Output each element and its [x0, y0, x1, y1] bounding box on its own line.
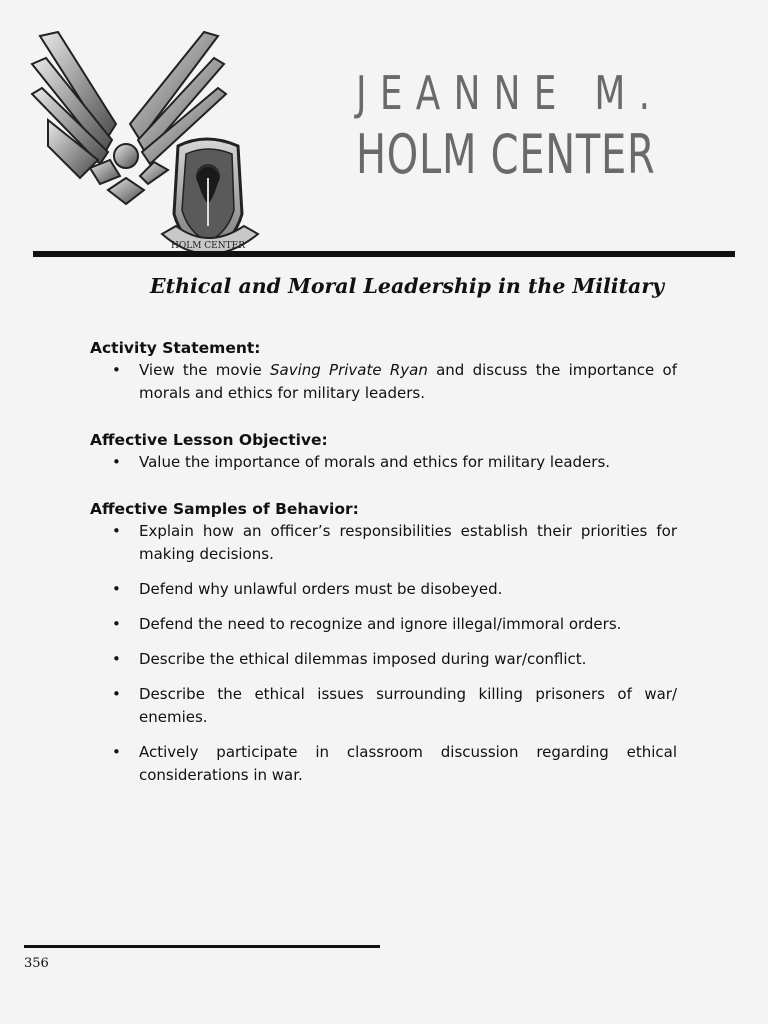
bullet-icon: • [112, 580, 121, 598]
samples-section [90, 498, 677, 787]
sample-item [90, 520, 677, 566]
objective-item [90, 451, 677, 474]
document-title: Ethical and Moral Leadership in the Military [150, 274, 665, 298]
bullet-icon: • [112, 685, 121, 703]
activity-item [90, 359, 677, 405]
sample-item [90, 648, 677, 671]
bullet-icon: • [112, 361, 121, 379]
sample-text: Actively participate in classroom discussion regarding ethical considerations in war. [139, 743, 677, 784]
activity-heading: Activity Statement: [90, 339, 261, 357]
objective-heading: Affective Lesson Objective: [90, 431, 328, 449]
footer-rule [24, 945, 380, 948]
sample-text: Explain how an officer’s responsibilities establish their priorities for making decisions. [139, 522, 677, 563]
objective-text: Value the importance of morals and ethics for military leaders. [139, 453, 611, 471]
sample-item [90, 578, 677, 601]
air-force-holm-center-logo [28, 28, 288, 273]
center-name-line2: HOLM CENTER [356, 123, 656, 186]
center-name-line1: JEANNE M. [356, 66, 664, 120]
sample-item [90, 613, 677, 636]
sample-text: Describe the ethical issues surrounding killing prisoners of war/ enemies. [139, 685, 677, 726]
sample-item [90, 683, 677, 729]
movie-title: Saving Private Ryan [270, 361, 428, 379]
wing-left-shape [32, 32, 116, 178]
lesson-content [90, 337, 677, 811]
samples-heading: Affective Samples of Behavior: [90, 500, 359, 518]
sample-text: Defend why unlawful orders must be disobeyed. [139, 580, 503, 598]
activity-text-after: and discuss the importance of morals and ethics for military leaders. [139, 361, 677, 402]
sample-item [90, 741, 677, 787]
center-disc-shape [114, 144, 138, 168]
header-rule [33, 251, 735, 257]
bullet-icon: • [112, 453, 121, 471]
holm-center-shield-shape [162, 139, 258, 254]
bullet-icon: • [112, 522, 121, 540]
shield-banner-text: HOLM CENTER [171, 241, 245, 251]
objective-section [90, 429, 677, 474]
bullet-icon: • [112, 743, 121, 761]
center-name [356, 66, 761, 186]
sample-text: Defend the need to recognize and ignore illegal/immoral orders. [139, 615, 622, 633]
activity-text-before: View the movie [139, 361, 271, 379]
page-number: 356 [24, 956, 49, 971]
bullet-icon: • [112, 615, 121, 633]
sample-text: Describe the ethical dilemmas imposed during war/conflict. [139, 650, 587, 668]
activity-section [90, 337, 677, 405]
bullet-icon: • [112, 650, 121, 668]
